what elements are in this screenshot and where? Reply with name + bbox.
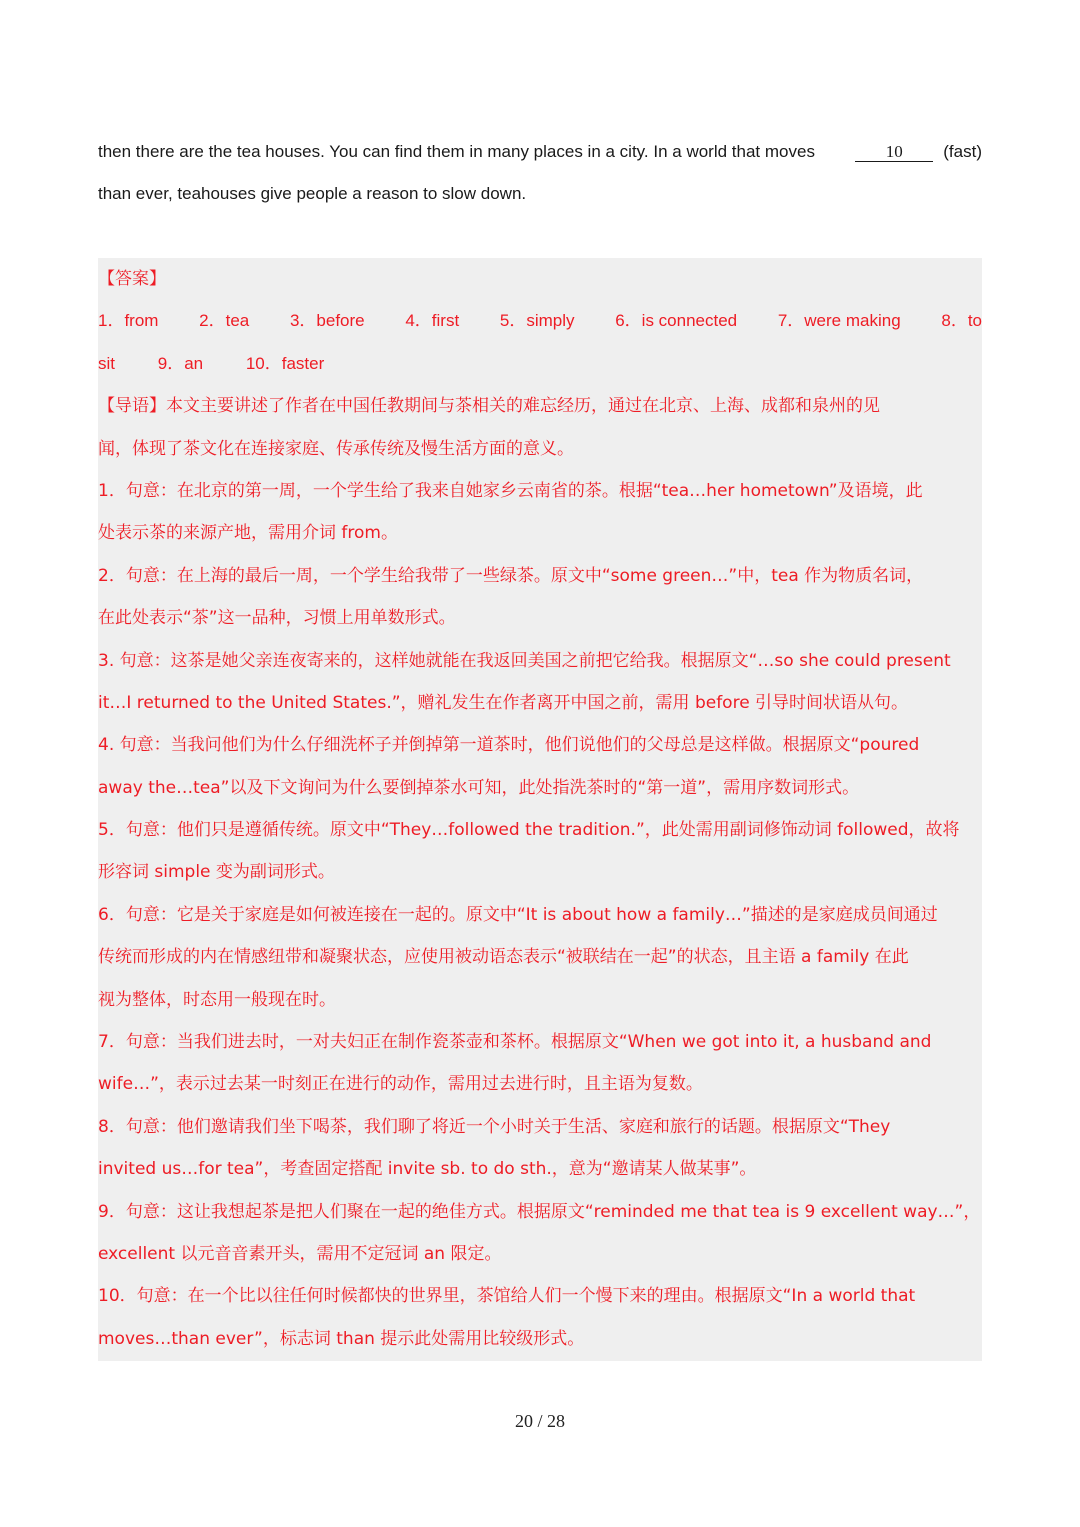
page-number: 20 / 28 bbox=[514, 1411, 565, 1431]
passage-line-2: than ever, teahouses give people a reason to slow down. bbox=[98, 184, 527, 203]
passage-line-1-text: then there are the tea houses. You can find them in many places in a city. In a world that moves bbox=[98, 142, 815, 161]
explanation-10-line-2: moves…than ever”，标志词 than 提示此处需用比较级形式。 bbox=[98, 1328, 585, 1349]
answer-item: 7．were making bbox=[777, 311, 901, 331]
answer-blank-10: 10 bbox=[855, 143, 933, 162]
answer-item: 10．faster bbox=[245, 353, 325, 373]
answer-item: 6．is connected bbox=[615, 311, 738, 331]
explanation-2-line-2: 在此处表示“茶”这一品种，习惯上用单数形式。 bbox=[98, 608, 456, 629]
answer-item: sit bbox=[98, 353, 115, 373]
answer-item: 1．from bbox=[98, 311, 159, 331]
answer-item: 2．tea bbox=[199, 311, 250, 331]
explanation-7-line-1: 7．句意：当我们进去时，一对夫妇正在制作瓷茶壶和茶杯。根据原文“When we got into it, a husband and bbox=[98, 1032, 932, 1053]
explanation-8-line-2: invited us…for tea”，考查固定搭配 invite sb. to do sth.，意为“邀请某人做某事”。 bbox=[98, 1159, 757, 1180]
explanation-4-line-2: away the…tea”以及下文询问为什么要倒掉茶水可知，此处指洗茶时的“第一道”，需用序数词形式。 bbox=[98, 777, 860, 798]
explanation-3-line-1: 3. 句意：这茶是她父亲连夜寄来的，这样她就能在我返回美国之前把它给我。根据原文“…so she could present bbox=[98, 650, 951, 671]
explanation-list bbox=[98, 470, 982, 1360]
answer-item: 4．first bbox=[405, 311, 460, 331]
explanation-5-line-1: 5．句意：他们只是遵循传统。原文中“They…followed the tradition.”，此处需用副词修饰动词 followed，故将 bbox=[98, 820, 960, 841]
answer-item: 8．to bbox=[941, 311, 982, 331]
explanation-8-line-1: 8．句意：他们邀请我们坐下喝茶，我们聊了将近一个小时关于生活、家庭和旅行的话题。根据原文“They bbox=[98, 1116, 891, 1137]
explanation-1-line-2: 处表示茶的来源产地，需用介词 from。 bbox=[98, 523, 398, 544]
intro-line-2: 闻，体现了茶文化在连接家庭、传承传统及慢生活方面的意义。 bbox=[98, 438, 574, 459]
answer-section bbox=[98, 258, 982, 1361]
explanation-6-line-1: 6．句意：它是关于家庭是如何被连接在一起的。原文中“It is about how a family…”描述的是家庭成员间通过 bbox=[98, 904, 938, 925]
answer-list-row-1 bbox=[98, 300, 982, 342]
answer-heading: 【答案】 bbox=[98, 269, 166, 289]
blank-hint-word: (fast) bbox=[943, 142, 982, 161]
explanation-7-line-2: wife…”，表示过去某一时刻正在进行的动作，需用过去进行时，且主语为复数。 bbox=[98, 1074, 703, 1095]
explanation-1-line-1: 1．句意：在北京的第一周，一个学生给了我来自她家乡云南省的茶。根据“tea…her hometown”及语境，此 bbox=[98, 480, 923, 501]
explanation-9-line-2: excellent 以元音音素开头，需用不定冠词 an 限定。 bbox=[98, 1243, 502, 1264]
answer-list-row-2 bbox=[98, 343, 982, 385]
intro-line-1: 【导语】本文主要讲述了作者在中国任教期间与茶相关的难忘经历，通过在北京、上海、成都和泉州的见 bbox=[98, 396, 880, 417]
explanation-5-line-2: 形容词 simple 变为副词形式。 bbox=[98, 862, 335, 883]
explanation-9-line-1: 9．句意：这让我想起茶是把人们聚在一起的绝佳方式。根据原文“reminded me that tea is 9 excellent way…”， bbox=[98, 1201, 981, 1222]
passage-line-1 bbox=[98, 131, 982, 173]
explanation-3-line-2: it…I returned to the United States.”，赠礼发生在作者离开中国之前，需用 before 引导时间状语从句。 bbox=[98, 692, 909, 713]
explanation-6-line-3: 视为整体，时态用一般现在时。 bbox=[98, 989, 336, 1010]
explanation-2-line-1: 2．句意：在上海的最后一周，一个学生给我带了一些绿茶。原文中“some green…”中，tea 作为物质名词， bbox=[98, 565, 924, 586]
answer-item: 5．simply bbox=[499, 311, 575, 331]
answer-content bbox=[98, 258, 982, 1360]
explanation-4-line-1: 4. 句意：当我问他们为什么仔细洗杯子并倒掉第一道茶时，他们说他们的父母总是这样做。根据原文“poured bbox=[98, 735, 920, 756]
explanation-10-line-1: 10．句意：在一个比以往任何时候都快的世界里，茶馆给人们一个慢下来的理由。根据原文“In a world that bbox=[98, 1286, 916, 1307]
answer-item: 9．an bbox=[157, 353, 204, 373]
passage-text bbox=[98, 131, 982, 215]
explanation-6-line-2: 传统而形成的内在情感纽带和凝聚状态，应使用被动语态表示“被联结在一起”的状态，且主语 a family 在此 bbox=[98, 947, 909, 968]
answer-item: 3．before bbox=[289, 311, 365, 331]
